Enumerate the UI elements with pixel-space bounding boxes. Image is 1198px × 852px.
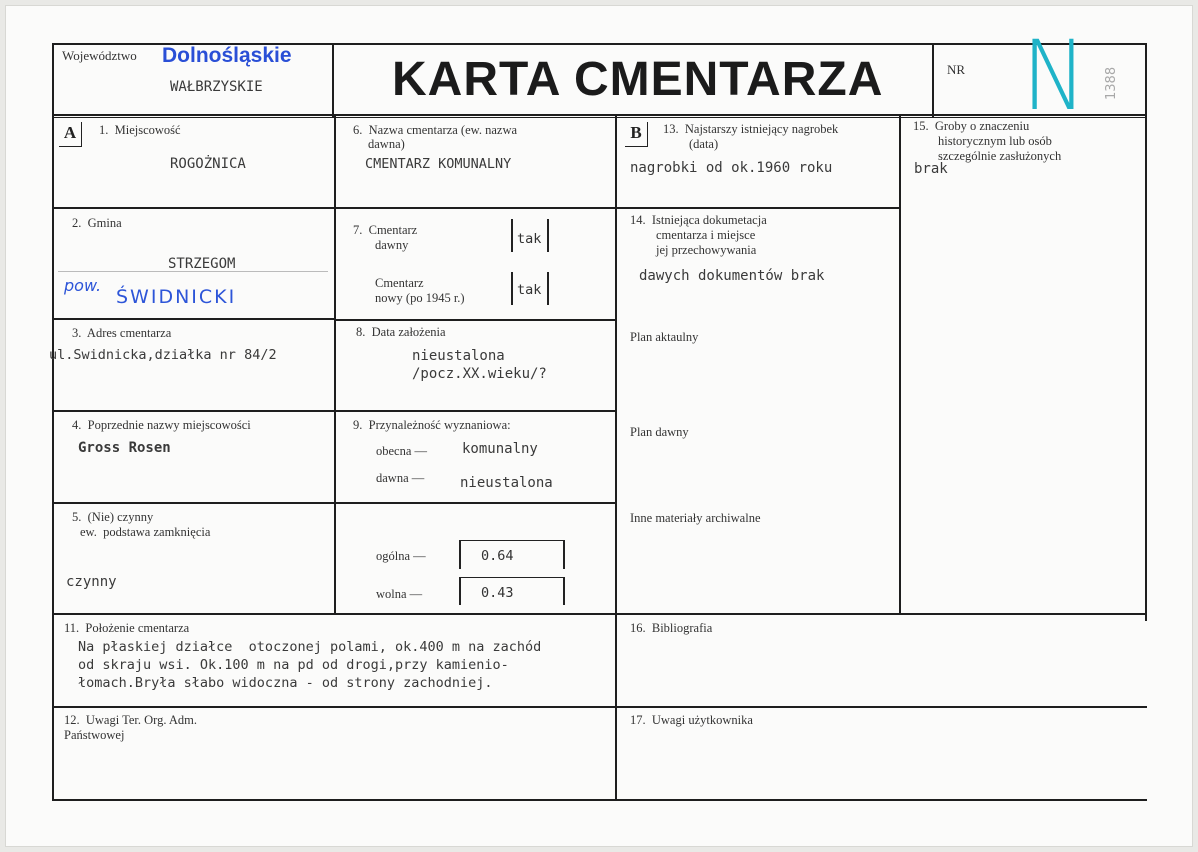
field-2-handwritten-value: ŚWIDNICKI [116,286,237,308]
field-11-line-1: Na płaskiej działce otoczonej polami, ok.400 m na zachód [78,639,542,655]
nr-label: NR [947,62,966,77]
field-4-label: 4. Poprzednie nazwy miejscowości [72,418,251,432]
field-5-sublabel: ew. podstawa zamknięcia [80,525,211,539]
field-1-label: 1. Miejscowość [99,123,181,137]
field-9-current-label: obecna — [376,444,428,458]
field-17-label: 17. Uwagi użytkownika [630,713,753,727]
field-15-sublabel-2: szczególnie zasłużonych [938,149,1062,163]
field-14-label: 14. Istniejąca dokumetacja [630,213,767,227]
field-7-label-new: Cmentarz [375,276,424,290]
field-7-new-value: tak [517,282,542,298]
field-5-value: czynny [66,574,117,590]
field-11-line-2: od skraju wsi. Ok.100 m na pd od drogi,przy kamienio- [78,657,509,673]
field-9-label: 9. Przynależność wyznaniowa: [353,418,511,432]
nr-pencil-number: 1388 [1104,66,1119,100]
wojewodztwo-old-value: WAŁBRZYSKIE [170,79,263,95]
area-total-box [459,540,565,569]
archival-materials-label: Inne materiały archiwalne [630,511,761,525]
field-8-value-note: /pocz.XX.wieku/? [412,366,547,382]
wojewodztwo-label: Województwo [62,48,137,63]
field-2-handwritten-prefix: pow. [64,276,102,295]
field-3-value: ul.Swidnicka,działka nr 84/2 [49,347,277,363]
area-free-box [459,577,565,605]
field-3-label: 3. Adres cmentarza [72,326,172,340]
area-total-label: ogólna — [376,549,426,563]
field-9-former-label: dawna — [376,471,425,485]
field-7-sublabel-new: nowy (po 1945 r.) [375,291,465,305]
field-13-value: nagrobki od ok.1960 roku [630,160,833,176]
current-plan-label: Plan aktaulny [630,330,699,344]
field-12-sublabel: Państwowej [64,728,125,742]
field-14-sublabel-2: jej przechowywania [656,243,757,257]
field-6-label: 6. Nazwa cmentarza (ew. nazwa [353,123,518,137]
nr-handwritten-letter: N [1022,20,1087,132]
old-plan-label: Plan dawny [630,425,689,439]
field-7-sublabel-old: dawny [375,238,409,252]
field-9-current-value: komunalny [462,441,538,457]
field-7-old-checkbox [511,219,549,252]
field-7-label: 7. Cmentarz [353,223,418,237]
field-13-sublabel: (data) [689,137,719,151]
section-b-marker: B [625,122,648,147]
area-total-value: 0.64 [481,548,514,564]
field-7-new-checkbox [511,272,549,305]
field-5-label: 5. (Nie) czynny [72,510,154,524]
field-13-label: 13. Najstarszy istniejący nagrobek [663,122,839,136]
field-11-line-3: łomach.Bryła słabo widoczna - od strony zachodniej. [78,675,493,691]
field-9-former-value: nieustalona [460,475,553,491]
field-14-sublabel-1: cmentarza i miejsce [656,228,756,242]
section-a-marker: A [59,122,82,147]
field-4-value: Gross Rosen [78,440,171,456]
field-1-value: ROGOŻNICA [170,156,246,172]
field-11-label: 11. Położenie cmentarza [64,621,190,635]
field-16-label: 16. Bibliografia [630,621,713,635]
page-title: KARTA CMENTARZA [392,53,884,106]
field-8-value: nieustalona [412,348,505,364]
field-14-value: dawych dokumentów brak [639,268,825,284]
field-6-sublabel: dawna) [368,137,405,151]
field-2-value: STRZEGOM [168,256,236,272]
field-15-value: brak [914,161,948,177]
field-15-sublabel-1: historycznym lub osób [938,134,1052,148]
area-free-label: wolna — [376,587,423,601]
field-2-label: 2. Gmina [72,216,122,230]
field-7-old-value: tak [517,231,542,247]
wojewodztwo-stamp: Dolnośląskie [162,44,292,67]
field-15-label: 15. Groby o znaczeniu [913,119,1030,133]
field-8-label: 8. Data założenia [356,325,446,339]
field-6-value: CMENTARZ KOMUNALNY [365,156,512,172]
area-free-value: 0.43 [481,585,514,601]
field-12-label: 12. Uwagi Ter. Org. Adm. [64,713,198,727]
